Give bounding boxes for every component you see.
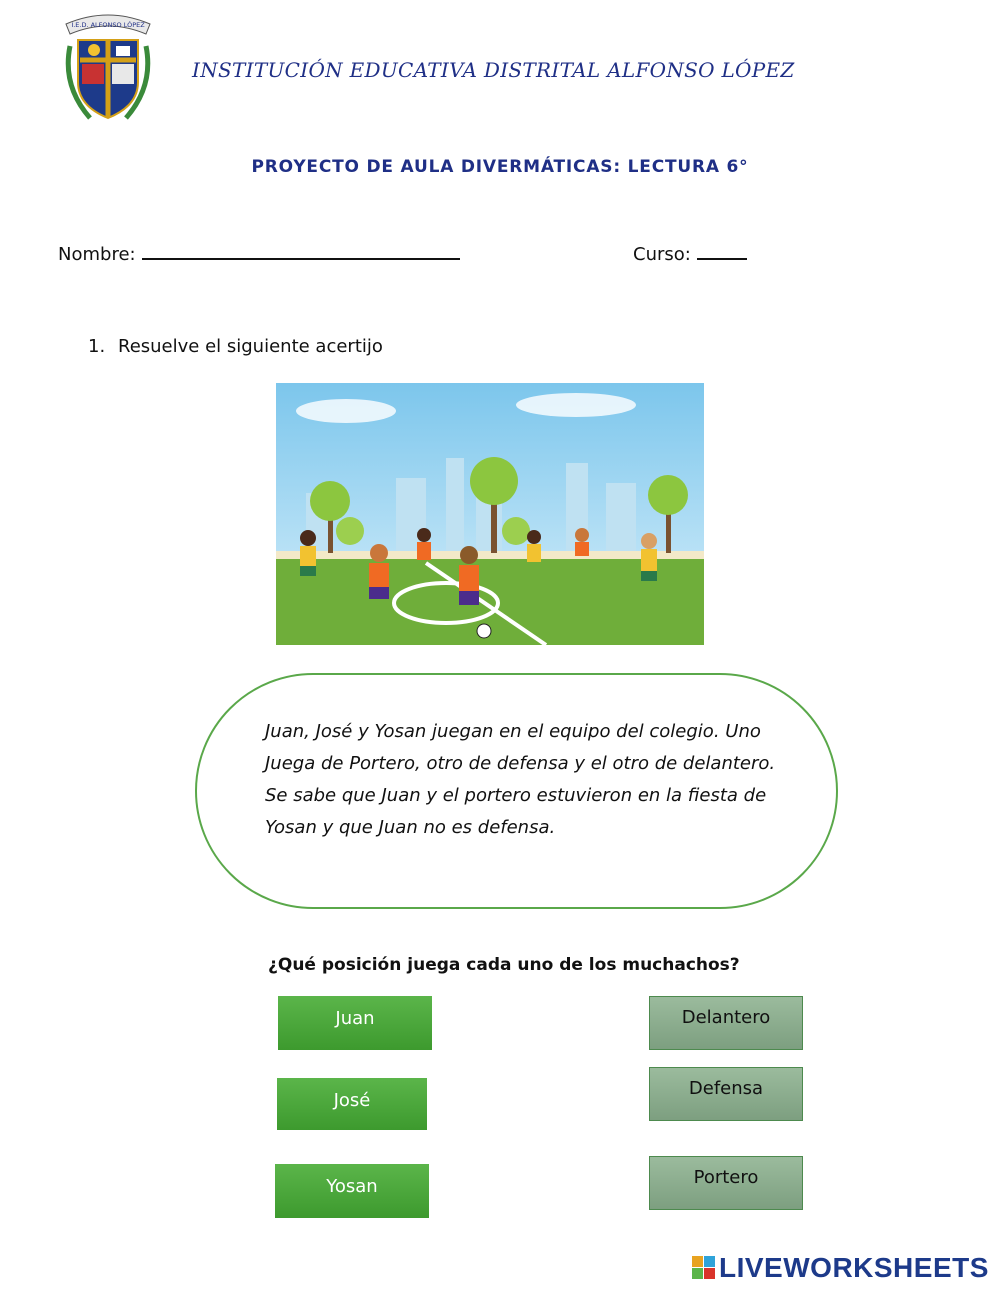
position-portero-box[interactable]: Portero (649, 1156, 803, 1210)
school-name: INSTITUCIÓN EDUCATIVA DISTRITAL ALFONSO LÓPEZ (192, 58, 795, 82)
school-crest-logo (60, 6, 156, 130)
player-juan-box[interactable]: Juan (278, 996, 432, 1050)
player-jose-box[interactable]: José (277, 1078, 427, 1130)
logo-caption: I.E.D. ALFONSO LÓPEZ (71, 21, 145, 29)
name-input-line[interactable] (142, 244, 460, 260)
course-input-line[interactable] (697, 244, 747, 260)
liveworksheets-brand-text: LIVEWORKSHEETS (719, 1252, 989, 1283)
liveworksheets-logo-icon (692, 1256, 716, 1280)
position-defensa-box[interactable]: Defensa (649, 1067, 803, 1121)
question-number: 1. (88, 336, 106, 357)
riddle-text: Juan, José y Yosan juegan en el equipo del colegio. Uno Juega de Portero, otro de defensa y el otro de delantero. Se sabe que Juan y el portero estuvieron en la fiesta de Yosan y que Juan no es defensa. (265, 721, 776, 838)
soccer-field-illustration (276, 383, 704, 645)
name-label: Nombre: (58, 244, 136, 265)
liveworksheets-brand (692, 1252, 989, 1286)
course-field-row (633, 244, 747, 265)
question-text: Resuelve el siguiente acertijo (118, 336, 383, 357)
player-yosan-box[interactable]: Yosan (275, 1164, 429, 1218)
name-field-row (58, 244, 460, 265)
position-delantero-box[interactable]: Delantero (649, 996, 803, 1050)
course-label: Curso: (633, 244, 691, 265)
matching-prompt: ¿Qué posición juega cada uno de los muchachos? (268, 955, 740, 975)
project-title: PROYECTO DE AULA DIVERMÁTICAS: LECTURA 6° (251, 157, 749, 177)
